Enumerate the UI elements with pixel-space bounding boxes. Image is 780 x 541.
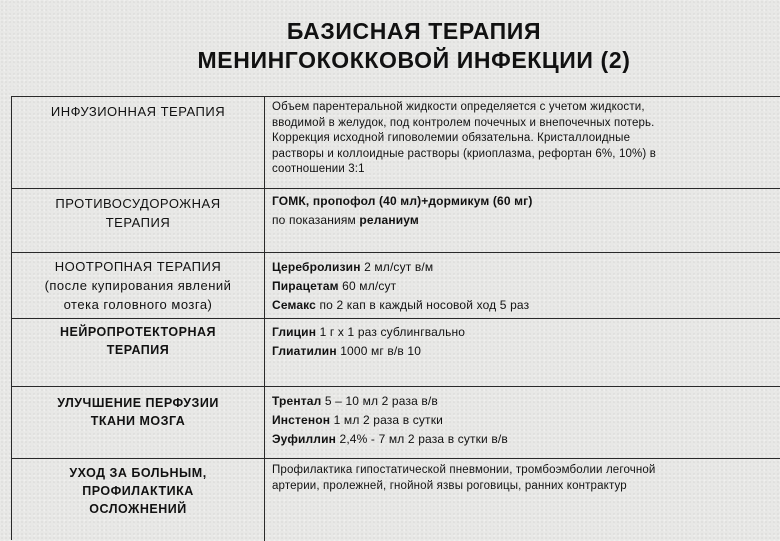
row-label-cell bbox=[12, 459, 265, 541]
row-label: ОСЛОЖНЕНИЙ bbox=[89, 502, 187, 516]
table-row-perfusion bbox=[12, 387, 780, 459]
table-row-patient-care bbox=[12, 459, 780, 541]
content-line bbox=[272, 192, 775, 211]
drug-dose: по 2 кап в каждый носовой ход 5 раз bbox=[316, 298, 530, 312]
content-line: Объем парентеральной жидкости определяется с учетом жидкости, bbox=[272, 101, 645, 113]
content-line: Профилактика гипостатической пневмонии, тромбоэмболии легочной bbox=[272, 464, 656, 476]
table-row-infusion bbox=[12, 97, 780, 189]
page-title-line-1: БАЗИСНАЯ ТЕРАПИЯ bbox=[286, 18, 542, 44]
drug-dose: 60 мл/сут bbox=[338, 279, 397, 293]
row-label: УЛУЧШЕНИЕ ПЕРФУЗИИ bbox=[57, 396, 219, 410]
row-label-cell bbox=[12, 319, 265, 386]
drug-dose: 2 мл/сут в/м bbox=[360, 260, 434, 274]
content-line bbox=[272, 277, 775, 296]
content-line bbox=[272, 342, 775, 361]
content-line bbox=[272, 296, 775, 315]
row-label: ИНФУЗИОННАЯ ТЕРАПИЯ bbox=[50, 104, 226, 119]
content-line bbox=[272, 211, 775, 230]
row-label: ТЕРАПИЯ bbox=[105, 215, 171, 230]
therapy-table bbox=[11, 96, 780, 540]
drug-dose: 1000 мг в/в 10 bbox=[336, 344, 422, 358]
drug-dose: 1 г х 1 раз сублингвально bbox=[316, 325, 466, 339]
row-content-cell bbox=[272, 319, 775, 386]
content-line: артерии, пролежней, гнойной язвы роговицы, ранних контрактур bbox=[272, 479, 627, 492]
drug-name: Церебролизин bbox=[272, 260, 361, 274]
content-line bbox=[272, 430, 775, 449]
row-label-cell bbox=[12, 189, 265, 252]
drug-name: Трентал bbox=[272, 394, 322, 408]
table-row-nootropic bbox=[12, 253, 780, 319]
content-line: Коррекция исходной гиповолемии обязательна. Кристаллоидные bbox=[272, 132, 631, 144]
row-label-cell bbox=[12, 97, 265, 188]
table-row-anticonvulsant bbox=[12, 189, 780, 253]
content-line: вводимой в желудок, под контролем почечных и внепочечных потерь. bbox=[272, 116, 655, 129]
drug-name: ГОМК, пропофол (40 мл)+дормикум (60 мг) bbox=[272, 194, 533, 208]
row-content-cell bbox=[272, 97, 775, 188]
drug-dose: 1 мл 2 раза в сутки bbox=[330, 413, 443, 427]
row-label: (после купирования явлений bbox=[44, 278, 232, 293]
drug-name: Эуфиллин bbox=[272, 432, 337, 446]
drug-name: Глиатилин bbox=[272, 344, 337, 358]
drug-dose: по показаниям bbox=[272, 213, 360, 227]
drug-dose: 5 – 10 мл 2 раза в/в bbox=[321, 394, 438, 408]
drug-name: Инстенон bbox=[272, 413, 331, 427]
row-content-cell bbox=[272, 387, 775, 458]
row-label: отека головного мозга) bbox=[63, 297, 213, 312]
drug-dose: 2,4% - 7 мл 2 раза в сутки в/в bbox=[336, 432, 508, 446]
drug-name: Семакс bbox=[272, 298, 316, 312]
drug-name: Глицин bbox=[272, 325, 317, 339]
row-label-cell bbox=[12, 253, 265, 318]
row-content-cell bbox=[272, 459, 775, 541]
row-label: НООТРОПНАЯ ТЕРАПИЯ bbox=[54, 259, 222, 274]
content-line bbox=[272, 392, 775, 411]
drug-name: реланиум bbox=[359, 213, 419, 227]
row-label: ПРОФИЛАКТИКА bbox=[82, 484, 194, 498]
table-row-neuroprotective bbox=[12, 319, 780, 387]
row-label-cell bbox=[12, 387, 265, 458]
row-label: ПРОТИВОСУДОРОЖНАЯ bbox=[55, 196, 221, 211]
content-line: соотношении 3:1 bbox=[272, 163, 365, 175]
row-label: НЕЙРОПРОТЕКТОРНАЯ bbox=[60, 325, 216, 339]
content-line bbox=[272, 323, 775, 342]
row-label: УХОД ЗА БОЛЬНЫМ, bbox=[69, 466, 207, 480]
content-line: растворы и коллоидные растворы (криоплазма, рефортан 6%, 10%) в bbox=[272, 147, 657, 160]
row-content-cell bbox=[272, 253, 775, 318]
page-title-line-2: МЕНИНГОКОККОВОЙ ИНФЕКЦИИ (2) bbox=[197, 47, 631, 73]
content-line bbox=[272, 411, 775, 430]
row-content-cell bbox=[272, 189, 775, 252]
row-label: ТЕРАПИЯ bbox=[106, 343, 170, 357]
drug-name: Пирацетам bbox=[272, 279, 339, 293]
content-line bbox=[272, 258, 775, 277]
row-label: ТКАНИ МОЗГА bbox=[90, 414, 186, 428]
